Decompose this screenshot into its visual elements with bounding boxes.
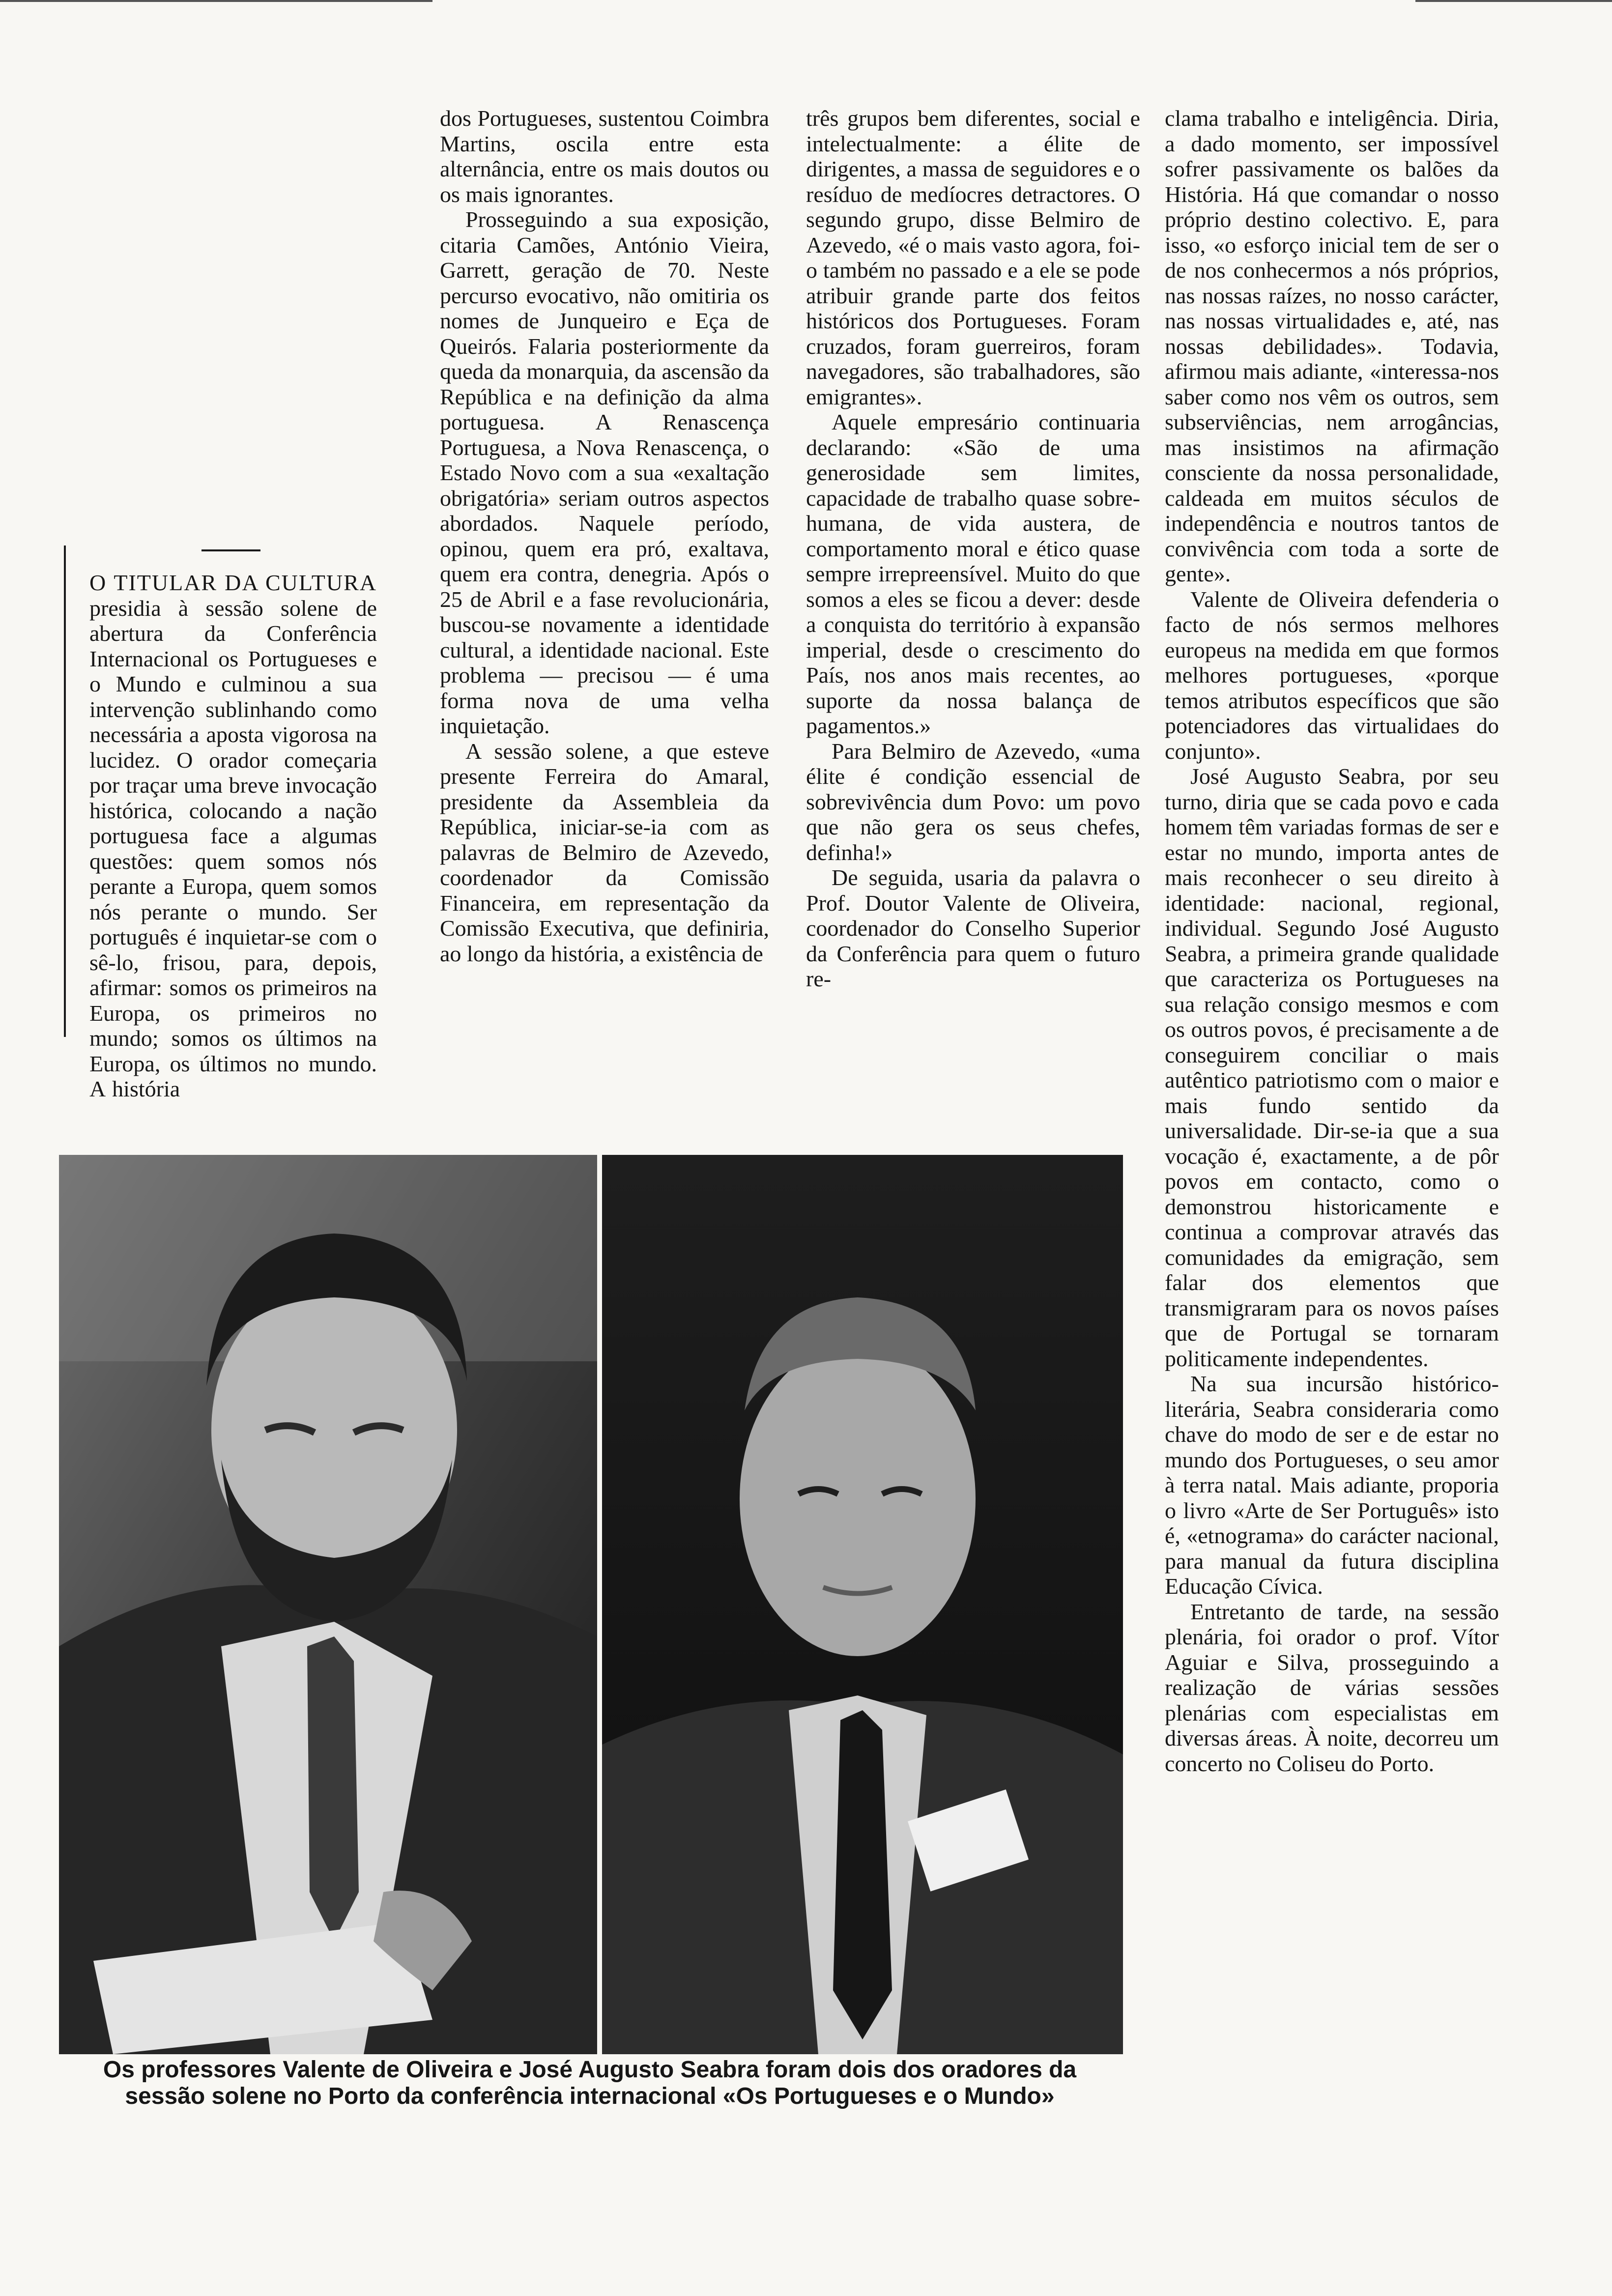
- paragraph: Prosseguindo a sua exposição, citaria Camões, António Vieira, Garrett, geração de 70. Neste percurso evocativo, não omitiria os nomes de Junqueiro e Eça de Queirós. Falaria posteriormente da queda da monarquia, da ascensão da República e na definição da alma portuguesa. A Renascença Portuguesa, a Nova Renascença, o Estado Novo com a sua «exaltação obrigatória» seriam outros aspectos abordados. Naquele período, opinou, quem era pró, exaltava, quem era contra, denegria. Após o 25 de Abril e a fase revolucionária, buscou-se novamente a identidade cultural, a identidade nacional. Este problema — precisou — é uma forma nova de uma velha inquietação.: [440, 207, 769, 738]
- paragraph: Entretanto de tarde, na sessão plenária, foi orador o prof. Vítor Aguiar e Silva, prosseguindo a realização de várias sessões plenárias com especialistas em diversas áreas. À noite, decorreu um concerto no Coliseu do Porto.: [1165, 1599, 1499, 1776]
- photo-jose-augusto-seabra: [602, 1155, 1123, 2054]
- photo-caption: Os professores Valente de Oliveira e José Augusto Seabra foram dois dos oradores da sessão solene no Porto da conferência internacional «Os Portugueses e o Mundo»: [103, 2057, 1077, 2109]
- article-column-1: [89, 570, 377, 1150]
- paragraph: A sessão solene, a que esteve presente Ferreira do Amaral, presidente da Assembleia da República, iniciar-se-ia com as palavras de Belmiro de Azevedo, coordenador da Comissão Financeira, em representação da Comissão Executiva, que definiria, ao longo da história, a existência de: [440, 738, 769, 966]
- article-column-3: [806, 106, 1140, 1150]
- paragraph: três grupos bem diferentes, social e intelectualmente: a élite de dirigentes, a massa de seguidores e o resíduo de medíocres detractores. O segundo grupo, disse Belmiro de Azevedo, «é o mais vasto agora, foi-o também no passado e a ele se pode atribuir grande parte dos feitos históricos dos Portugueses. Foram cruzados, foram guerreiros, foram navegadores, são trabalhadores, são emigrantes».: [806, 106, 1140, 409]
- column-1-margin-rule: [64, 545, 66, 1037]
- paragraph: clama trabalho e inteligência. Diria, a dado momento, ser impossível sofrer passivamente os balões da História. Há que comandar o nosso próprio destino colectivo. E, para isso, «o esforço inicial tem de ser o de nos conhecermos a nós próprios, nas nossas raízes, no nosso carácter, nas nossas virtualidades e, até, nas nossas debilidades». Todavia, afirmou mais adiante, «interessa-nos saber como nos vêm os outros, sem subserviências, nem arrogâncias, mas insistimos na afirmação consciente da nossa personalidade, caldeada em muitos séculos de independência e noutros tantos de convivência com toda a sorte de gente».: [1165, 106, 1499, 586]
- paragraph: Aquele empresário continuaria declarando: «São de uma generosidade sem limites, capacidade de trabalho quase sobre-humana, de vida austera, de comportamento moral e ético quase sempre irrepreensível. Muito do que somos a eles se ficou a dever: desde a conquista do território à expansão imperial, desde o crescimento do País, nos anos mais recentes, ao suporte da nossa balança de pagamentos.»: [806, 409, 1140, 738]
- portrait-reading-icon: [59, 1155, 597, 2054]
- article-column-4: [1165, 106, 1499, 2150]
- paragraph: Valente de Oliveira defenderia o facto de nós sermos melhores europeus na medida em que formos melhores portugueses, «porque temos atributos específicos que são potenciadores das virtualidaes do conjunto».: [1165, 586, 1499, 764]
- paragraph: Para Belmiro de Azevedo, «uma élite é condição essencial de sobrevivência dum Povo: um povo que não gera os seus chefes, definha!»: [806, 738, 1140, 865]
- top-rule-right: [1415, 0, 1612, 2]
- photo-valente-de-oliveira: [59, 1155, 597, 2054]
- paragraph: José Augusto Seabra, por seu turno, diria que se cada povo e cada homem têm variadas formas de ser e estar no mundo, importa antes de mais reconhecer o seu direito à identidade: nacional, regional, individual. Segundo José Augusto Seabra, a primeira grande qualidade que caracteriza os Portugueses na sua relação consigo mesmos e com os outros povos, é precisamente a de conseguirem conciliar o mais autêntico patriotismo com o maior e mais fundo sentido da universalidade. Dir-se-ia que a sua vocação é, exactamente, a de pôr povos em contacto, como o demonstrou historicamente e continua a comprovar através das comunidades da emigração, sem falar dos elementos que transmigraram para os novos países que de Portugal se tornaram politicamente independentes.: [1165, 764, 1499, 1371]
- paragraph: De seguida, usaria da palavra o Prof. Doutor Valente de Oliveira, coordenador do Conselho Superior da Conferência para quem o futuro re-: [806, 865, 1140, 991]
- portrait-man-icon: [602, 1155, 1123, 2054]
- article-column-2: [440, 106, 769, 1150]
- top-rule-left: [0, 0, 432, 2]
- paragraph: dos Portugueses, sustentou Coimbra Martins, oscila entre esta alternância, entre os mais doutos ou os mais ignorantes.: [440, 106, 769, 207]
- column-1-top-mark: [202, 549, 260, 551]
- paragraph: Na sua incursão histórico-literária, Seabra consideraria como chave do modo de ser e de estar no mundo dos Portugueses, o seu amor à terra natal. Mais adiante, proporia o livro «Arte de Ser Português» isto é, «etnograma» do carácter nacional, para manual da futura disciplina Educação Cívica.: [1165, 1371, 1499, 1599]
- article-lead-paragraph: O TITULAR DA CULTURA presidia à sessão solene de abertura da Conferência Internacional os Portugueses e o Mundo e culminou a sua intervenção sublinhando como necessária a aposta vigorosa na lucidez. O orador começaria por traçar uma breve invocação histórica, colocando a nação portuguesa face a algumas questões: quem somos nós perante a Europa, quem somos nós perante o mundo. Ser português é inquietar-se com o sê-lo, frisou, para, depois, afirmar: somos os primeiros na Europa, os primeiros no mundo; somos os últimos na Europa, os últimos no mundo. A história: [89, 570, 377, 1101]
